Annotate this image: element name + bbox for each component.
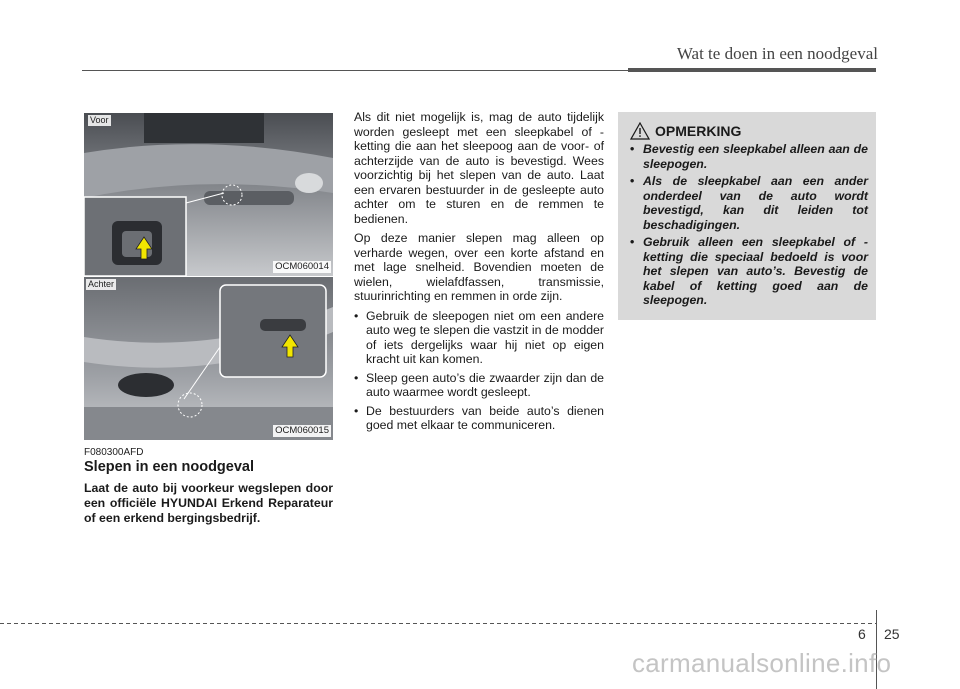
intro-paragraph: Laat de auto bij voorkeur wegslepen door een officiële HYUNDAI Erkend Reparateur of een erkend bergingsbedrijf.	[84, 481, 333, 525]
list-item-text: Gebruik de sleepogen niet om een andere auto weg te slepen die vastzit in de modder of iets dergelijks waar hij niet op eigen kracht uit kan komen.	[366, 308, 604, 366]
notice-list	[628, 142, 868, 311]
page-number: 25	[884, 626, 900, 642]
notice-box	[618, 112, 876, 320]
list-item-text: Sleep geen auto’s die zwaarder zijn dan de auto waarmee wordt gesleept.	[366, 370, 604, 399]
front-tow-hook-photo	[84, 113, 333, 276]
notice-item-text: Als de sleepkabel aan een ander onderdeel van de auto wordt bevestigd, kan dit leiden tot beschadigingen.	[643, 174, 868, 232]
section-heading: Slepen in een noodgeval	[84, 459, 255, 475]
rear-tow-hook-photo	[84, 277, 333, 440]
list-item: • Sleep geen auto’s die zwaarder zijn dan de auto waarmee wordt gesleept.	[354, 370, 604, 399]
list-item-text: De bestuurders van beide auto’s dienen goed met elkaar te communiceren.	[366, 403, 604, 432]
figure-code-top: OCM060014	[275, 261, 329, 272]
notice-item-text: Bevestig een sleepkabel alleen aan de sleepogen.	[643, 142, 868, 171]
warning-triangle-icon	[630, 122, 650, 140]
section-code: F080300AFD	[84, 447, 144, 458]
notice-item: • Bevestig een sleepkabel alleen aan de sleepogen.	[630, 142, 868, 171]
list-item: • Gebruik de sleepogen niet om een andere auto weg te slepen die vastzit in de modder of iets dergelijks waar hij niet op eigen kracht uit kan komen.	[354, 308, 604, 366]
notice-item: • Als de sleepkabel aan een ander onderdeel van de auto wordt bevestigd, kan dit leiden tot beschadigingen.	[630, 174, 868, 232]
footer-rule	[0, 623, 876, 624]
watermark: carmanualsonline.info	[632, 648, 892, 678]
notice-item-text: Gebruik alleen een sleepkabel of -ketting die speciaal bedoeld is voor het slepen van auto’s. Bevestig de kabel of ketting goed aan de sleepogen.	[643, 235, 868, 307]
bullet-list	[354, 309, 604, 433]
running-header-title: Wat te doen in een noodgeval	[676, 44, 878, 63]
list-item: • De bestuurders van beide auto’s dienen goed met elkaar te communiceren.	[354, 403, 604, 432]
notice-item: • Gebruik alleen een sleepkabel of -ketting die speciaal bedoeld is voor het slepen van auto’s. Bevestig de kabel of ketting goed aan de sleepogen.	[630, 235, 868, 307]
notice-title: OPMERKING	[655, 123, 742, 139]
body-text-column	[354, 110, 604, 437]
figure-code-bottom: OCM060015	[275, 425, 329, 436]
paragraph: Op deze manier slepen mag alleen op verharde wegen, over een korte afstand en met lage snelheid. Bovendien moeten de wielen, wielafdfassen, transmissie, stuurinrichting en remmen in orde zijn.	[354, 231, 604, 303]
rear-label: Achter	[88, 279, 115, 289]
chapter-number: 6	[858, 626, 866, 642]
front-label: Voor	[90, 115, 109, 125]
header-rule-accent	[628, 68, 876, 72]
paragraph: Als dit niet mogelijk is, mag de auto tijdelijk worden gesleept met een sleepkabel of -ketting die aan het sleepoog aan de voor- of achterzijde van de auto is bevestigd. Wees voorzichtig bij het slepen van de auto. Laat een ervaren bestuurder in de gesleepte auto achter om te sturen en de remmen te bedienen.	[354, 110, 604, 226]
